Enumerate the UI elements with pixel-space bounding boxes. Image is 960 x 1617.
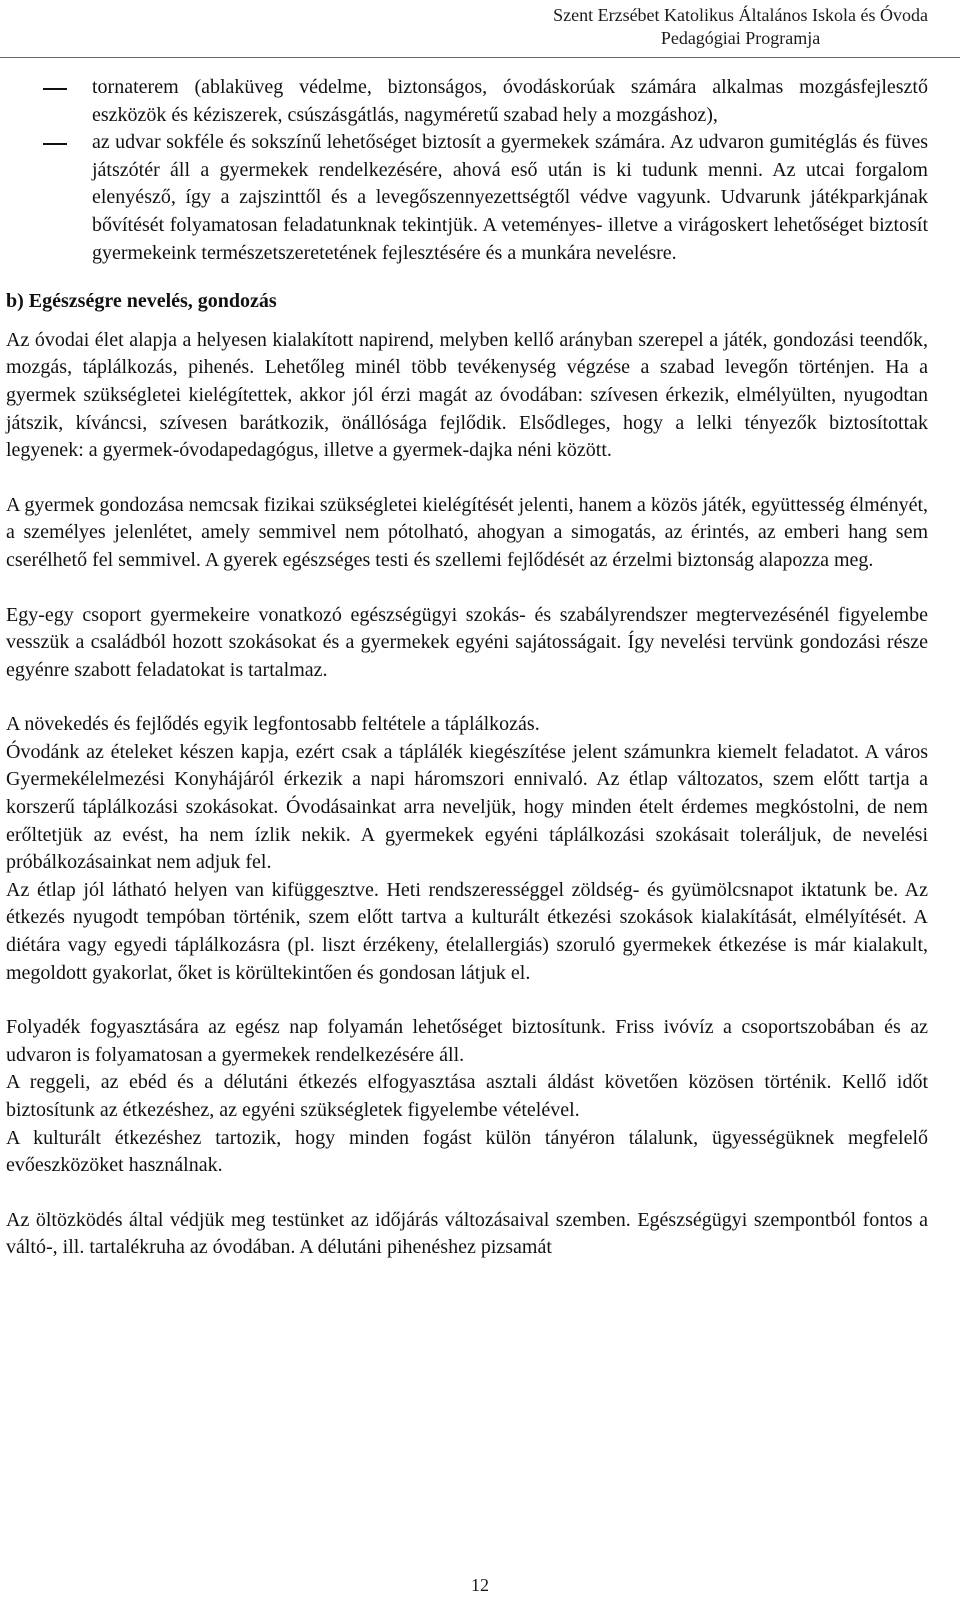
paragraph: A kulturált étkezéshez tartozik, hogy minden fogást külön tányéron tálalunk, ügyességüknek megfelelő evőeszközöket használnak.	[6, 1126, 928, 1177]
paragraph: Az étlap jól látható helyen van kifüggesztve. Heti rendszerességgel zöldség- és gyümölcsnapot iktatunk be. Az étkezés nyugodt tempóban történik, szem előtt tartva a kulturált étkezési szokások kialakítását, elmélyítését. A diétára vagy egyedi táplálkozásra (pl. liszt érzékeny, ételallergiás) szoruló gyermekek étkezése is már kialakult, megoldott gyakorlat, őket is körültekintően és gondosan látjuk el.	[6, 878, 928, 984]
dash-bullet-icon	[43, 88, 67, 90]
paragraph: Egy-egy csoport gyermekeire vonatkozó egészségügyi szokás- és szabályrendszer megtervezésénél figyelembe vesszük a családból hozott szokásokat és a gyermekek egyéni sajátosságait. Így nevelési tervünk gondozási része egyénre szabott feladatokat is tartalmaz.	[6, 603, 928, 681]
header-school-name: Szent Erzsébet Katolikus Általános Iskola és Óvoda	[553, 5, 928, 25]
bullet-text: az udvar sokféle és sokszínű lehetőséget biztosít a gyermekek számára. Az udvaron gumitéglás és füves játszótér áll a gyermekek rendelkezésére, ahová eső után is ki tudunk menni. Az utcai forgalom elenyésző, így a zajszinttől és a levegőszennyezettségtől védve vagyunk. Udvarunk játékparkjának bővítését folyamatosan feladatunknak tekintjük. A veteményes- illetve a virágoskert lehetőséget biztosít gyermekeink természetszeretetének fejlesztésére és a munkára nevelésre.	[92, 131, 928, 264]
bullet-item	[6, 129, 928, 267]
header-divider	[0, 57, 960, 58]
paragraph: A növekedés és fejlődés egyik legfontosabb feltétele a táplálkozás.	[6, 713, 540, 736]
paragraph: Az óvodai élet alapja a helyesen kialakított napirend, melyben kellő arányban szerepel a játék, gondozási teendők, mozgás, táplálkozás, pihenés. Lehetőleg minél több tevékenység végzése a szabad levegőn történjen. Ha a gyermek szükségletei kielégítettek, akkor jól érzi magát az óvodában: szívesen érkezik, elmélyülten, nyugodtan játszik, kíváncsi, szívesen barátkozik, önállósága fejlődik. Elsődleges, hogy a lelki tényezők biztosítottak legyenek: a gyermek-óvodapedagógus, illetve a gyermek-dajka néni között.	[6, 328, 928, 462]
paragraph: Folyadék fogyasztására az egész nap folyamán lehetőséget biztosítunk. Friss ivóvíz a csoportszobában és az udvaron is folyamatosan a gyermekek rendelkezésére áll.	[6, 1016, 928, 1066]
page-number: 12	[471, 1575, 489, 1595]
paragraph: A reggeli, az ebéd és a délutáni étkezés elfogyasztása asztali áldást követően közösen történik. Kellő időt biztosítunk az étkezéshez, az egyéni szükségletek figyelembe vételével.	[6, 1071, 928, 1121]
document-body	[6, 74, 928, 1262]
paragraph: Óvodánk az ételeket készen kapja, ezért csak a táplálék kiegészítése jelent számunkra kiemelt feladatot. A város Gyermekélelmezési Konyhájáról érkezik a napi háromszori ennivaló. Az étlap változatos, szem előtt tartja a korszerű táplálkozási szokásokat. Óvodásainkat arra neveljük, hogy minden ételt érdemes megkóstolni, de nem erőltetjük az evést, ha nem ízlik nekik. A gyermekek egyéni táplálkozási szokásait toleráljuk, de nevelési próbálkozásainkat nem adjuk fel.	[6, 740, 928, 874]
section-heading: b) Egészségre nevelés, gondozás	[6, 290, 277, 313]
bullet-item	[6, 74, 928, 129]
header-document-title: Pedagógiai Programja	[660, 28, 821, 48]
dash-bullet-icon	[43, 143, 67, 145]
bullet-text: tornaterem (ablaküveg védelme, biztonságos, óvodáskorúak számára alkalmas mozgásfejlesztő eszközök és kéziszerek, csúszásgátlás, nagyméretű szabad hely a mozgáshoz),	[92, 76, 928, 126]
page-header	[553, 4, 928, 50]
paragraph: A gyermek gondozása nemcsak fizikai szükségletei kielégítését jelenti, hanem a közös játék, együttesség élményét, a személyes jelenlétet, amely semmivel nem pótolható, ahogyan a simogatás, az érintés, az emberi hang sem cserélhető fel semmivel. A gyerek egészséges testi és szellemi fejlődését az érzelmi biztonság alapozza meg.	[6, 493, 928, 571]
paragraph: Az öltözködés által védjük meg testünket az időjárás változásaival szemben. Egészségügyi szempontból fontos a váltó-, ill. tartalékruha az óvodában. A délutáni pihenéshez pizsamát	[6, 1208, 928, 1259]
